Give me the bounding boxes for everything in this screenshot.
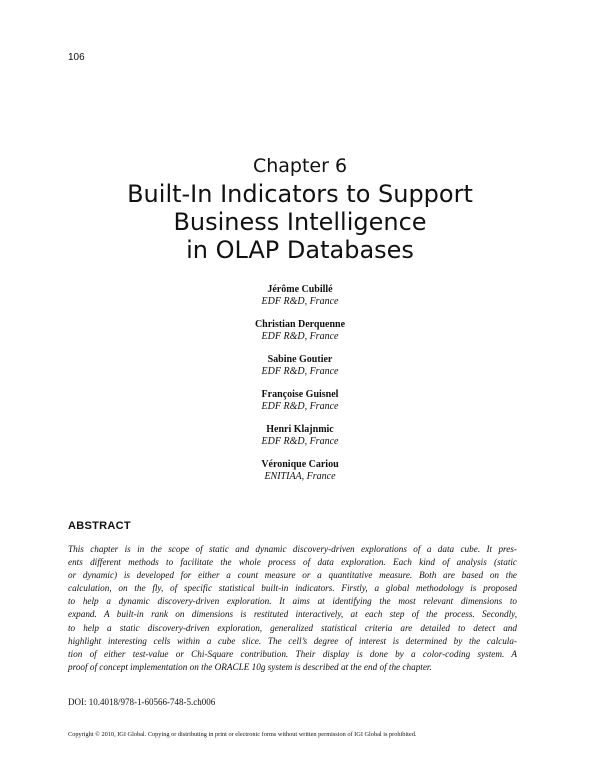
author-entry <box>0 318 600 353</box>
author-entry <box>0 283 600 318</box>
author-entry <box>0 388 600 423</box>
author-affiliation: EDF R&D, France <box>261 331 339 342</box>
abstract-body <box>68 543 517 674</box>
abstract-line: This chapter is in the scope of static and dynamic discovery-driven explorations of a data cube. It pres- <box>68 544 517 554</box>
author-affiliation: EDF R&D, France <box>261 296 339 307</box>
copyright-notice: Copyright © 2010, IGI Global. Copying or distributing in print or electronic forms without written permission of IGI Global is prohibited. <box>68 731 417 738</box>
abstract-line: to help a dynamic discovery-driven exploration. It aims at identifying the most relevant dimensions to <box>68 596 517 607</box>
chapter-title-line: Built-In Indicators to Support <box>127 180 473 208</box>
page-number: 106 <box>68 52 85 63</box>
author-affiliation: EDF R&D, France <box>261 366 339 377</box>
author-name: Sabine Goutier <box>267 354 333 365</box>
chapter-label: Chapter 6 <box>252 155 348 177</box>
author-entry <box>0 458 600 493</box>
author-list <box>0 283 600 493</box>
abstract-line: highlight interesting cells within a cube slice. The cell’s degree of interest is determined by the calcula- <box>68 635 517 646</box>
author-name: Henri Klajnmic <box>266 424 334 435</box>
abstract-line: calculation, on the fly, of specific statistical built-in indicators. Firstly, a global methodology is proposed <box>68 583 517 594</box>
chapter-title-line: Business Intelligence <box>173 208 427 236</box>
author-name: Christian Derquenne <box>254 319 346 330</box>
author-affiliation: EDF R&D, France <box>261 436 339 447</box>
author-entry <box>0 423 600 458</box>
abstract-heading: ABSTRACT <box>68 520 131 532</box>
chapter-title-line: in OLAP Databases <box>186 236 414 264</box>
author-affiliation: EDF R&D, France <box>261 401 339 412</box>
author-affiliation: ENITIAA, France <box>264 471 336 482</box>
doi: DOI: 10.4018/978-1-60566-748-5.ch006 <box>68 697 216 707</box>
author-entry <box>0 353 600 388</box>
abstract-line: or dynamic) is developed for either a count measure or a quantitative measure. Both are based on the <box>68 570 517 581</box>
abstract-line: ents different methods to facilitate the whole process of data exploration. Each kind of analysis (static <box>68 557 517 568</box>
abstract-line: tion of either test-value or Chi-Square contribution. Their display is done by a color-coding system. A <box>68 648 517 659</box>
author-name: Jérôme Cubillé <box>267 284 333 295</box>
author-name: Véronique Cariou <box>261 459 339 470</box>
abstract-line: proof of concept implementation on the ORACLE 10g system is described at the end of the chapter. <box>68 661 432 672</box>
author-name: Françoise Guisnel <box>261 389 339 400</box>
abstract-line: to help a static discovery-driven exploration, generalized statistical criteria are detailed to detect and <box>68 622 517 633</box>
chapter-title <box>60 180 540 264</box>
abstract-line: expand. A built-in rank on dimensions is restituted interactively, at each step of the process. Secondly, <box>68 609 517 620</box>
